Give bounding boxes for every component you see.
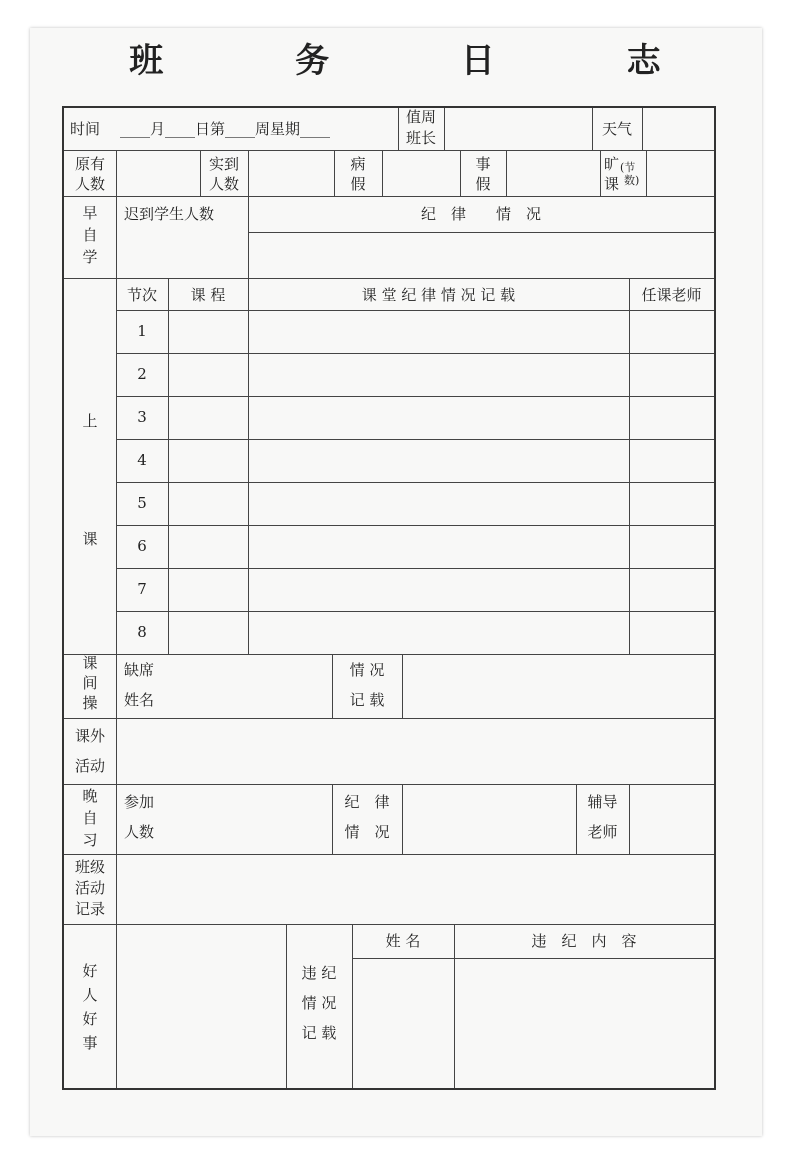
good-deeds-label-2: 人	[82, 986, 98, 1004]
teacher-column-header: 任课老师	[641, 286, 702, 304]
morning-discipline-label: 纪 律 情 况	[420, 205, 541, 223]
class-activity-label-1: 班级	[74, 858, 105, 876]
time-label: 时间	[70, 120, 101, 138]
extracurricular-label-2: 活动	[74, 757, 105, 775]
good-deeds-label-4: 事	[82, 1034, 98, 1052]
violation-record-label-3: 记 载	[301, 1024, 337, 1042]
class-log-form	[62, 106, 716, 1090]
violation-record-label-1: 违 纪	[301, 964, 337, 982]
period-number: 6	[137, 537, 147, 555]
period-number: 2	[137, 365, 147, 383]
personal-leave-label-1: 事	[475, 155, 491, 173]
duty-monitor-label-1: 值周	[405, 108, 436, 126]
date-week-line[interactable]: ____月____日第____周星期____	[120, 120, 331, 138]
extracurricular-label-1: 课外	[74, 727, 105, 745]
sick-leave-label-2: 假	[350, 175, 366, 193]
duty-monitor-label-2: 班长	[405, 129, 436, 147]
actual-count-label-1: 实到	[208, 155, 239, 173]
evening-discipline-label-1: 纪 律	[344, 793, 390, 811]
late-students-label: 迟到学生人数	[124, 205, 215, 223]
absent-names-label-2: 姓名	[124, 691, 155, 709]
participants-label-2: 人数	[124, 823, 155, 841]
name-column-header: 姓 名	[385, 932, 421, 950]
absent-names-label-1: 缺席	[124, 661, 155, 679]
period-number: 4	[137, 451, 147, 469]
absent-label-2: 课	[604, 175, 620, 193]
personal-leave-label-2: 假	[475, 175, 491, 193]
tutor-label-1: 辅导	[587, 793, 618, 811]
morning-study-label-2: 自	[82, 226, 98, 244]
evening-study-label-3: 习	[82, 831, 98, 849]
record-column-header: 课 堂 纪 律 情 况 记 载	[361, 286, 516, 304]
class-label-bottom: 课	[82, 530, 98, 548]
page-title: 班 务 日 志	[129, 40, 721, 81]
class-label-top: 上	[82, 412, 98, 430]
evening-study-label-1: 晚	[82, 787, 98, 805]
period-number: 7	[137, 580, 147, 598]
sick-leave-label-1: 病	[350, 155, 366, 173]
violation-record-label-2: 情 况	[301, 994, 337, 1012]
class-activity-label-3: 记录	[74, 900, 105, 918]
course-column-header: 课 程	[190, 286, 226, 304]
actual-count-label-2: 人数	[208, 175, 239, 193]
exercise-label-2: 间	[82, 674, 98, 692]
violation-content-header: 违 纪 内 容	[531, 932, 637, 950]
exercise-label-3: 操	[82, 694, 98, 712]
period-column-header: 节次	[126, 286, 157, 304]
tutor-label-2: 老师	[587, 823, 618, 841]
evening-study-label-2: 自	[82, 809, 98, 827]
period-number: 8	[137, 623, 147, 641]
original-count-label-2: 人数	[74, 175, 105, 193]
good-deeds-label-1: 好	[82, 962, 98, 980]
exercise-label-1: 课	[82, 654, 98, 672]
exercise-record-label-2: 记 载	[349, 691, 385, 709]
evening-discipline-label-2: 情 况	[344, 823, 390, 841]
absent-note-1: (节	[620, 161, 636, 174]
exercise-record-label-1: 情 况	[349, 661, 385, 679]
period-number: 5	[137, 494, 147, 512]
morning-study-label-3: 学	[82, 248, 98, 266]
class-activity-label-2: 活动	[74, 879, 105, 897]
morning-study-label-1: 早	[82, 204, 98, 222]
weather-label: 天气	[601, 120, 632, 138]
original-count-label-1: 原有	[74, 155, 105, 173]
period-number: 1	[137, 322, 147, 340]
absent-note-2: 数)	[624, 174, 640, 187]
participants-label-1: 参加	[124, 793, 155, 811]
period-number: 3	[137, 408, 147, 426]
absent-label-1: 旷	[604, 155, 620, 173]
good-deeds-label-3: 好	[82, 1010, 98, 1028]
